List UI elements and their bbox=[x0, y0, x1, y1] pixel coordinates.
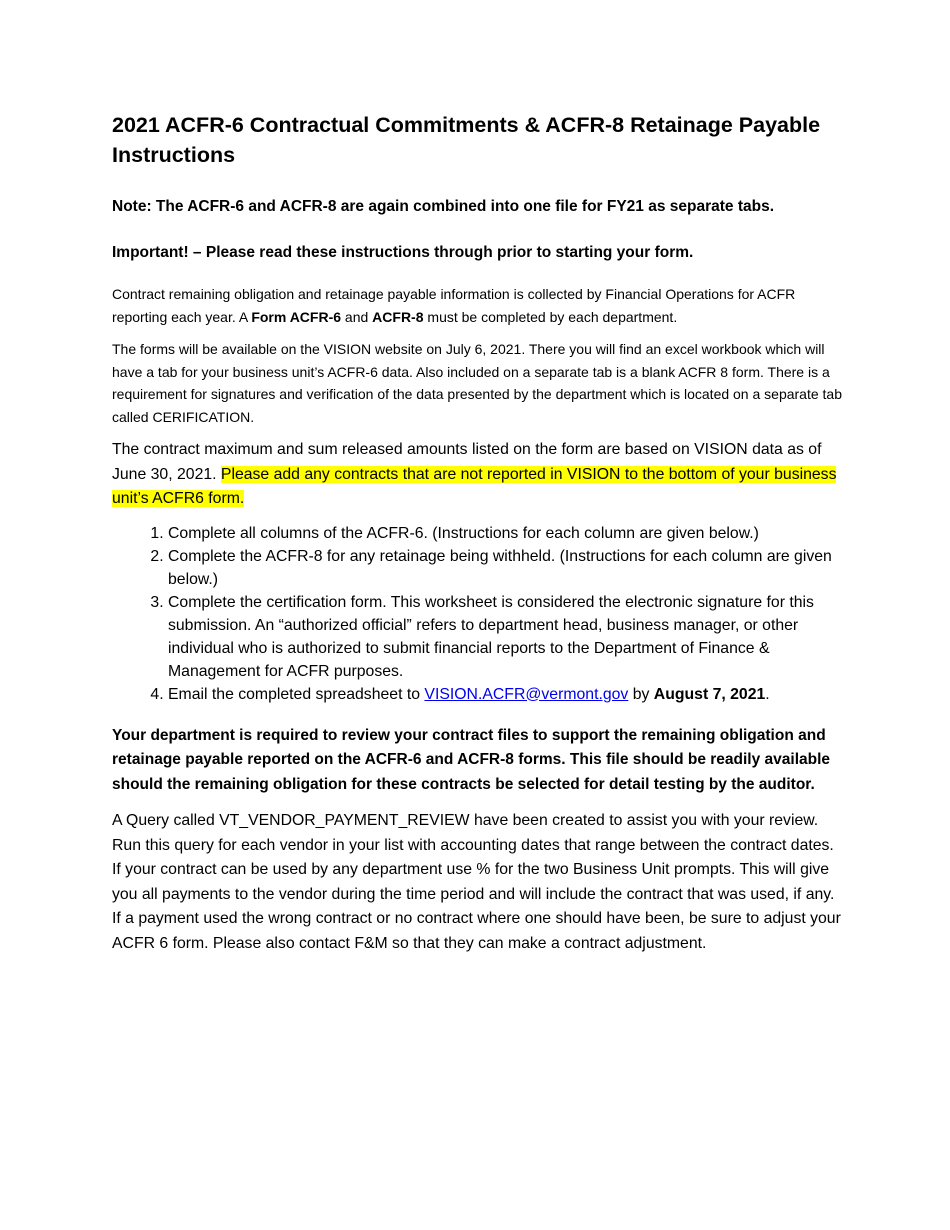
review-requirement-paragraph: Your department is required to review your contract files to support the remaining obligation and retainage payable reported on the ACFR-6 and ACFR-8 forms. This file should be readily available should the remaining obligation for these contracts be selected for detail testing by the auditor. bbox=[112, 726, 831, 793]
step-4: 4. Email the completed spreadsheet to VISION.ACFR@vermont.gov by August 7, 2021. bbox=[168, 683, 842, 706]
document-page bbox=[112, 110, 842, 966]
highlighted-instruction: Please add any contracts that are not reported in VISION to the bottom of your business unit’s ACFR6 form. bbox=[112, 465, 837, 507]
query-paragraph: A Query called VT_VENDOR_PAYMENT_REVIEW have been created to assist you with your review. Run this query for each vendor in your list with accounting dates that range between the contract dates. If your contract can be used by any department use % for the two Business Unit prompts. This will give you all payments to the vendor during the time period and will include the contract that was used, if any. If a payment used the wrong contract or no contract where one should have been, be sure to adjust your ACFR 6 form. Please also contact F&M so that they can make a contract adjustment. bbox=[112, 812, 841, 952]
page-title: 2021 ACFR-6 Contractual Commitments & ACFR-8 Retainage Payable Instructions bbox=[112, 113, 821, 167]
contract-data-paragraph: The contract maximum and sum released amounts listed on the form are based on VISION data as of June 30, 2021. Please add any contracts that are not reported in VISION to the bottom of your business unit’s ACFR6 form. bbox=[112, 441, 837, 507]
step-1: 1. Complete all columns of the ACFR-6. (Instructions for each column are given below.) bbox=[168, 522, 842, 545]
important-text: Important! – Please read these instructions through prior to starting your form. bbox=[112, 244, 694, 261]
intro-paragraph: Contract remaining obligation and retainage payable information is collected by Financial Operations for ACFR reporting each year. A Form ACFR-6 and ACFR-8 must be completed by each department. bbox=[112, 286, 796, 325]
steps-list bbox=[112, 522, 842, 706]
due-date: August 7, 2021 bbox=[653, 685, 766, 703]
step-2: 2. Complete the ACFR-8 for any retainage being withheld. (Instructions for each column are given below.) bbox=[168, 545, 842, 591]
note-text: Note: The ACFR-6 and ACFR-8 are again combined into one file for FY21 as separate tabs. bbox=[112, 198, 775, 215]
step-3: 3. Complete the certification form. This worksheet is considered the electronic signature for this submission. An “authorized official” refers to department head, business manager, or other individual who is authorized to submit financial reports to the Department of Finance & Management for ACFR purposes. bbox=[168, 591, 842, 683]
email-link[interactable]: VISION.ACFR@vermont.gov bbox=[424, 685, 629, 703]
forms-availability-paragraph: The forms will be available on the VISION website on July 6, 2021. There you will find an excel workbook which will have a tab for your business unit’s ACFR-6 data. Also included on a separate tab is a blank ACFR 8 form. There is a requirement for signatures and verification of the data presented by the department which is located on a separate tab called CERIFICATION. bbox=[112, 341, 842, 425]
